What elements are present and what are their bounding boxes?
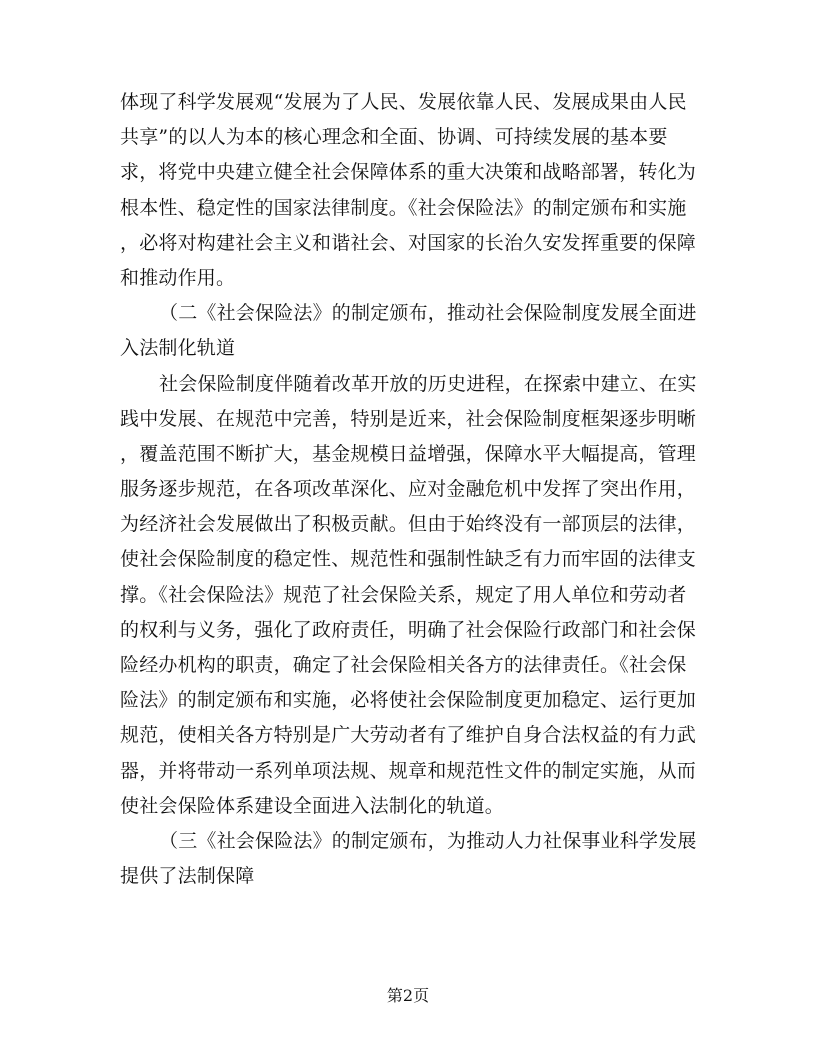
- body-line: 社会保险制度伴随着改革开放的历史进程，在探索中建立、在实: [159, 372, 697, 395]
- body-line: 为经济社会发展做出了积极贡献。但由于始终没有一部顶层的法律，: [120, 513, 697, 536]
- page-number: 第2页: [386, 986, 430, 1005]
- section-heading-line: （二《社会保险法》的制定颁布，推动社会保险制度发展全面进: [159, 302, 697, 325]
- body-line: 践中发展、在规范中完善，特别是近来，社会保险制度框架逐步明晰: [120, 407, 697, 430]
- body-line: 服务逐步规范，在各项改革深化、应对金融危机中发挥了突出作用，: [120, 478, 697, 501]
- section-heading-line: 提供了法制保障: [120, 865, 255, 888]
- body-line: 规范，使相关各方特别是广大劳动者有了维护自身合法权益的有力武: [120, 724, 697, 747]
- body-line: ，覆盖范围不断扩大，基金规模日益增强，保障水平大幅提高，管理: [120, 442, 697, 465]
- body-line: 使社会保险制度的稳定性、规范性和强制性缺乏有力而牢固的法律支: [120, 548, 697, 571]
- body-line: 求，将党中央建立健全社会保障体系的重大决策和战略部署，转化为: [120, 161, 697, 184]
- body-line: 险经办机构的职责，确定了社会保险相关各方的法律责任。《社会保: [120, 654, 687, 676]
- body-line: ，必将对构建社会主义和谐社会、对国家的长治久安发挥重要的保障: [120, 231, 697, 254]
- body-line: 和推动作用。: [120, 266, 236, 289]
- body-line: 根本性、稳定性的国家法律制度。《社会保险法》的制定颁布和实施: [120, 196, 687, 219]
- document-body: [120, 85, 710, 894]
- body-line: 使社会保险体系建设全面进入法制化的轨道。: [120, 794, 505, 817]
- body-line: 器，并将带动一系列单项法规、规章和规范性文件的制定实施，从而: [120, 759, 697, 782]
- body-line: 的权利与义务，强化了政府责任，明确了社会保险行政部门和社会保: [120, 618, 697, 641]
- body-line: 共享”的以人为本的核心理念和全面、协调、可持续发展的基本要: [120, 126, 668, 149]
- body-line: 体现了科学发展观“发展为了人民、发展依靠人民、发展成果由人民: [120, 91, 687, 113]
- section-heading-line: 入法制化轨道: [120, 337, 236, 360]
- section-heading-line: （三《社会保险法》的制定颁布，为推动人力社保事业科学发展: [159, 829, 697, 852]
- body-line: 险法》的制定颁布和实施，必将使社会保险制度更加稳定、运行更加: [120, 689, 697, 712]
- body-line: 撑。《社会保险法》规范了社会保险关系，规定了用人单位和劳动者: [120, 583, 687, 606]
